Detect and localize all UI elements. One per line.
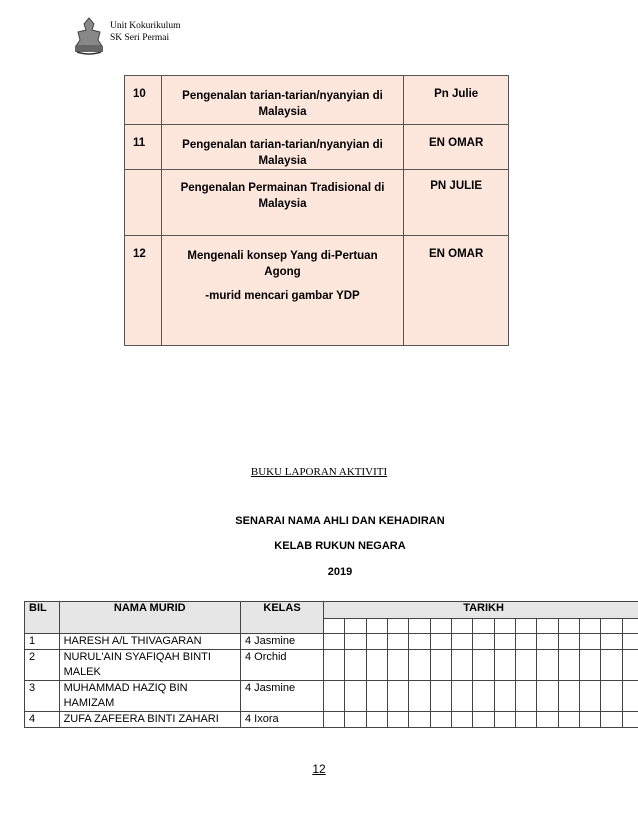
teacher-cell: Pn Julie [404,76,509,125]
student-class: 4 Ixora [240,712,323,728]
date-cell [601,619,622,634]
row-number-cell: 11 [125,125,162,170]
date-cell [515,619,536,634]
row-number-cell: 10 [125,76,162,125]
activity-cell: Mengenali konsep Yang di-Pertuan Agong -murid mencari gambar YDP [161,236,404,346]
table-row [25,650,638,681]
date-cell [452,619,473,634]
date-cell [430,619,451,634]
teacher-cell: PN JULIE [404,170,509,236]
date-cell [366,619,387,634]
teacher-cell: EN OMAR [404,125,509,170]
student-bil: 3 [25,681,60,712]
table-row [125,76,509,125]
student-name: NURUL'AIN SYAFIQAH BINTI MALEK [59,650,240,681]
list-title: SENARAI NAMA AHLI DAN KEHADIRAN [235,515,445,527]
table-row [25,634,638,650]
activity-cell: Pengenalan tarian-tarian/nyanyian di Malaysia [161,76,404,125]
school-crest-logo [72,16,106,56]
header-unit: Unit Kokurikulum [110,21,181,31]
date-cell [388,619,409,634]
table-row [125,236,509,346]
table-row [25,712,638,728]
student-name: MUHAMMAD HAZIQ BIN HAMIZAM [59,681,240,712]
date-cell [409,619,430,634]
header-kelas: KELAS [240,602,323,634]
date-cell [345,619,366,634]
date-cell [494,619,515,634]
row-number-cell: 12 [125,236,162,346]
date-cell [622,619,638,634]
date-cell [537,619,558,634]
table-header-row [25,602,638,619]
header-tarikh: TARIKH [324,602,638,619]
teacher-cell: EN OMAR [404,236,509,346]
year-label: 2019 [327,566,353,578]
report-title: BUKU LAPORAN AKTIVITI [250,466,388,478]
header-nama: NAMA MURID [59,602,240,634]
student-class: 4 Jasmine [240,681,323,712]
table-row [125,170,509,236]
student-bil: 1 [25,634,60,650]
date-cell [473,619,494,634]
header-school: SK Seri Permai [110,33,170,43]
club-title: KELAB RUKUN NEGARA [274,540,406,552]
student-bil: 4 [25,712,60,728]
table-row [125,125,509,170]
student-name: HARESH A/L THIVAGARAN [59,634,240,650]
student-class: 4 Jasmine [240,634,323,650]
student-bil: 2 [25,650,60,681]
date-cell [324,619,345,634]
activity-cell: Pengenalan Permainan Tradisional di Malaysia [161,170,404,236]
row-number-cell [125,170,162,236]
header-bil: BIL [25,602,60,634]
date-cell [558,619,579,634]
attendance-table [24,601,638,728]
activity-table [124,75,509,346]
activity-cell: Pengenalan tarian-tarian/nyanyian di Malaysia [161,125,404,170]
student-name: ZUFA ZAFEERA BINTI ZAHARI [59,712,240,728]
date-cell [579,619,600,634]
student-class: 4 Orchid [240,650,323,681]
table-row [25,681,638,712]
page-number: 12 [312,762,326,776]
